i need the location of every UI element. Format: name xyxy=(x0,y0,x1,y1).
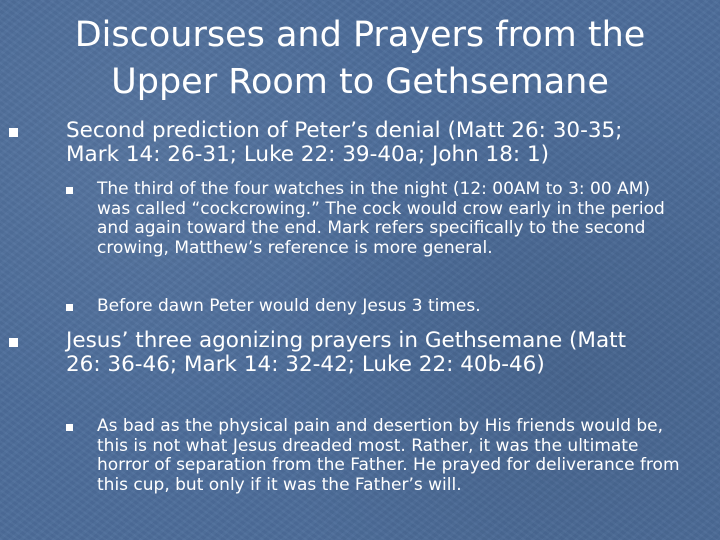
slide-title xyxy=(0,12,720,106)
square-bullet-icon xyxy=(66,424,73,431)
slide-title-line-1: Discourses and Prayers from the xyxy=(74,15,646,55)
bullet-text: Jesus’ three agonizing prayers in Gethsemane (Matt 26: 36-46; Mark 14: 32-42; Luke 22: 40b-46) xyxy=(66,328,626,377)
bullet-peter-denial xyxy=(66,119,681,167)
slide-title-line-2: Upper Room to Gethsemane xyxy=(111,62,609,102)
bullet-gethsemane-prayers xyxy=(66,329,646,377)
square-bullet-icon xyxy=(66,187,73,194)
bullet-text: Second prediction of Peter’s denial (Matt 26: 30-35; Mark 14: 26-31; Luke 22: 39-40a; John 18: 1) xyxy=(66,118,623,167)
square-bullet-icon xyxy=(9,128,18,137)
sub-bullet-text: The third of the four watches in the night (12: 00AM to 3: 00 AM) was called “cockcrowing.” The cock would crow early in the period and again toward the end. Mark refers specifically to the second crowing, Matthew’s reference is more general. xyxy=(97,179,665,259)
sub-bullet-text: Before dawn Peter would deny Jesus 3 times. xyxy=(97,296,481,316)
sub-bullet-cockcrowing xyxy=(97,180,667,259)
sub-bullet-separation xyxy=(97,417,687,496)
square-bullet-icon xyxy=(9,338,18,347)
sub-bullet-before-dawn xyxy=(97,297,667,317)
sub-bullet-text: As bad as the physical pain and desertion by His friends would be, this is not what Jesus dreaded most. Rather, it was the ultimate horror of separation from the Father. He prayed for deliverance from this cup, but only if it was the Father’s will. xyxy=(97,416,680,496)
square-bullet-icon xyxy=(66,304,73,311)
